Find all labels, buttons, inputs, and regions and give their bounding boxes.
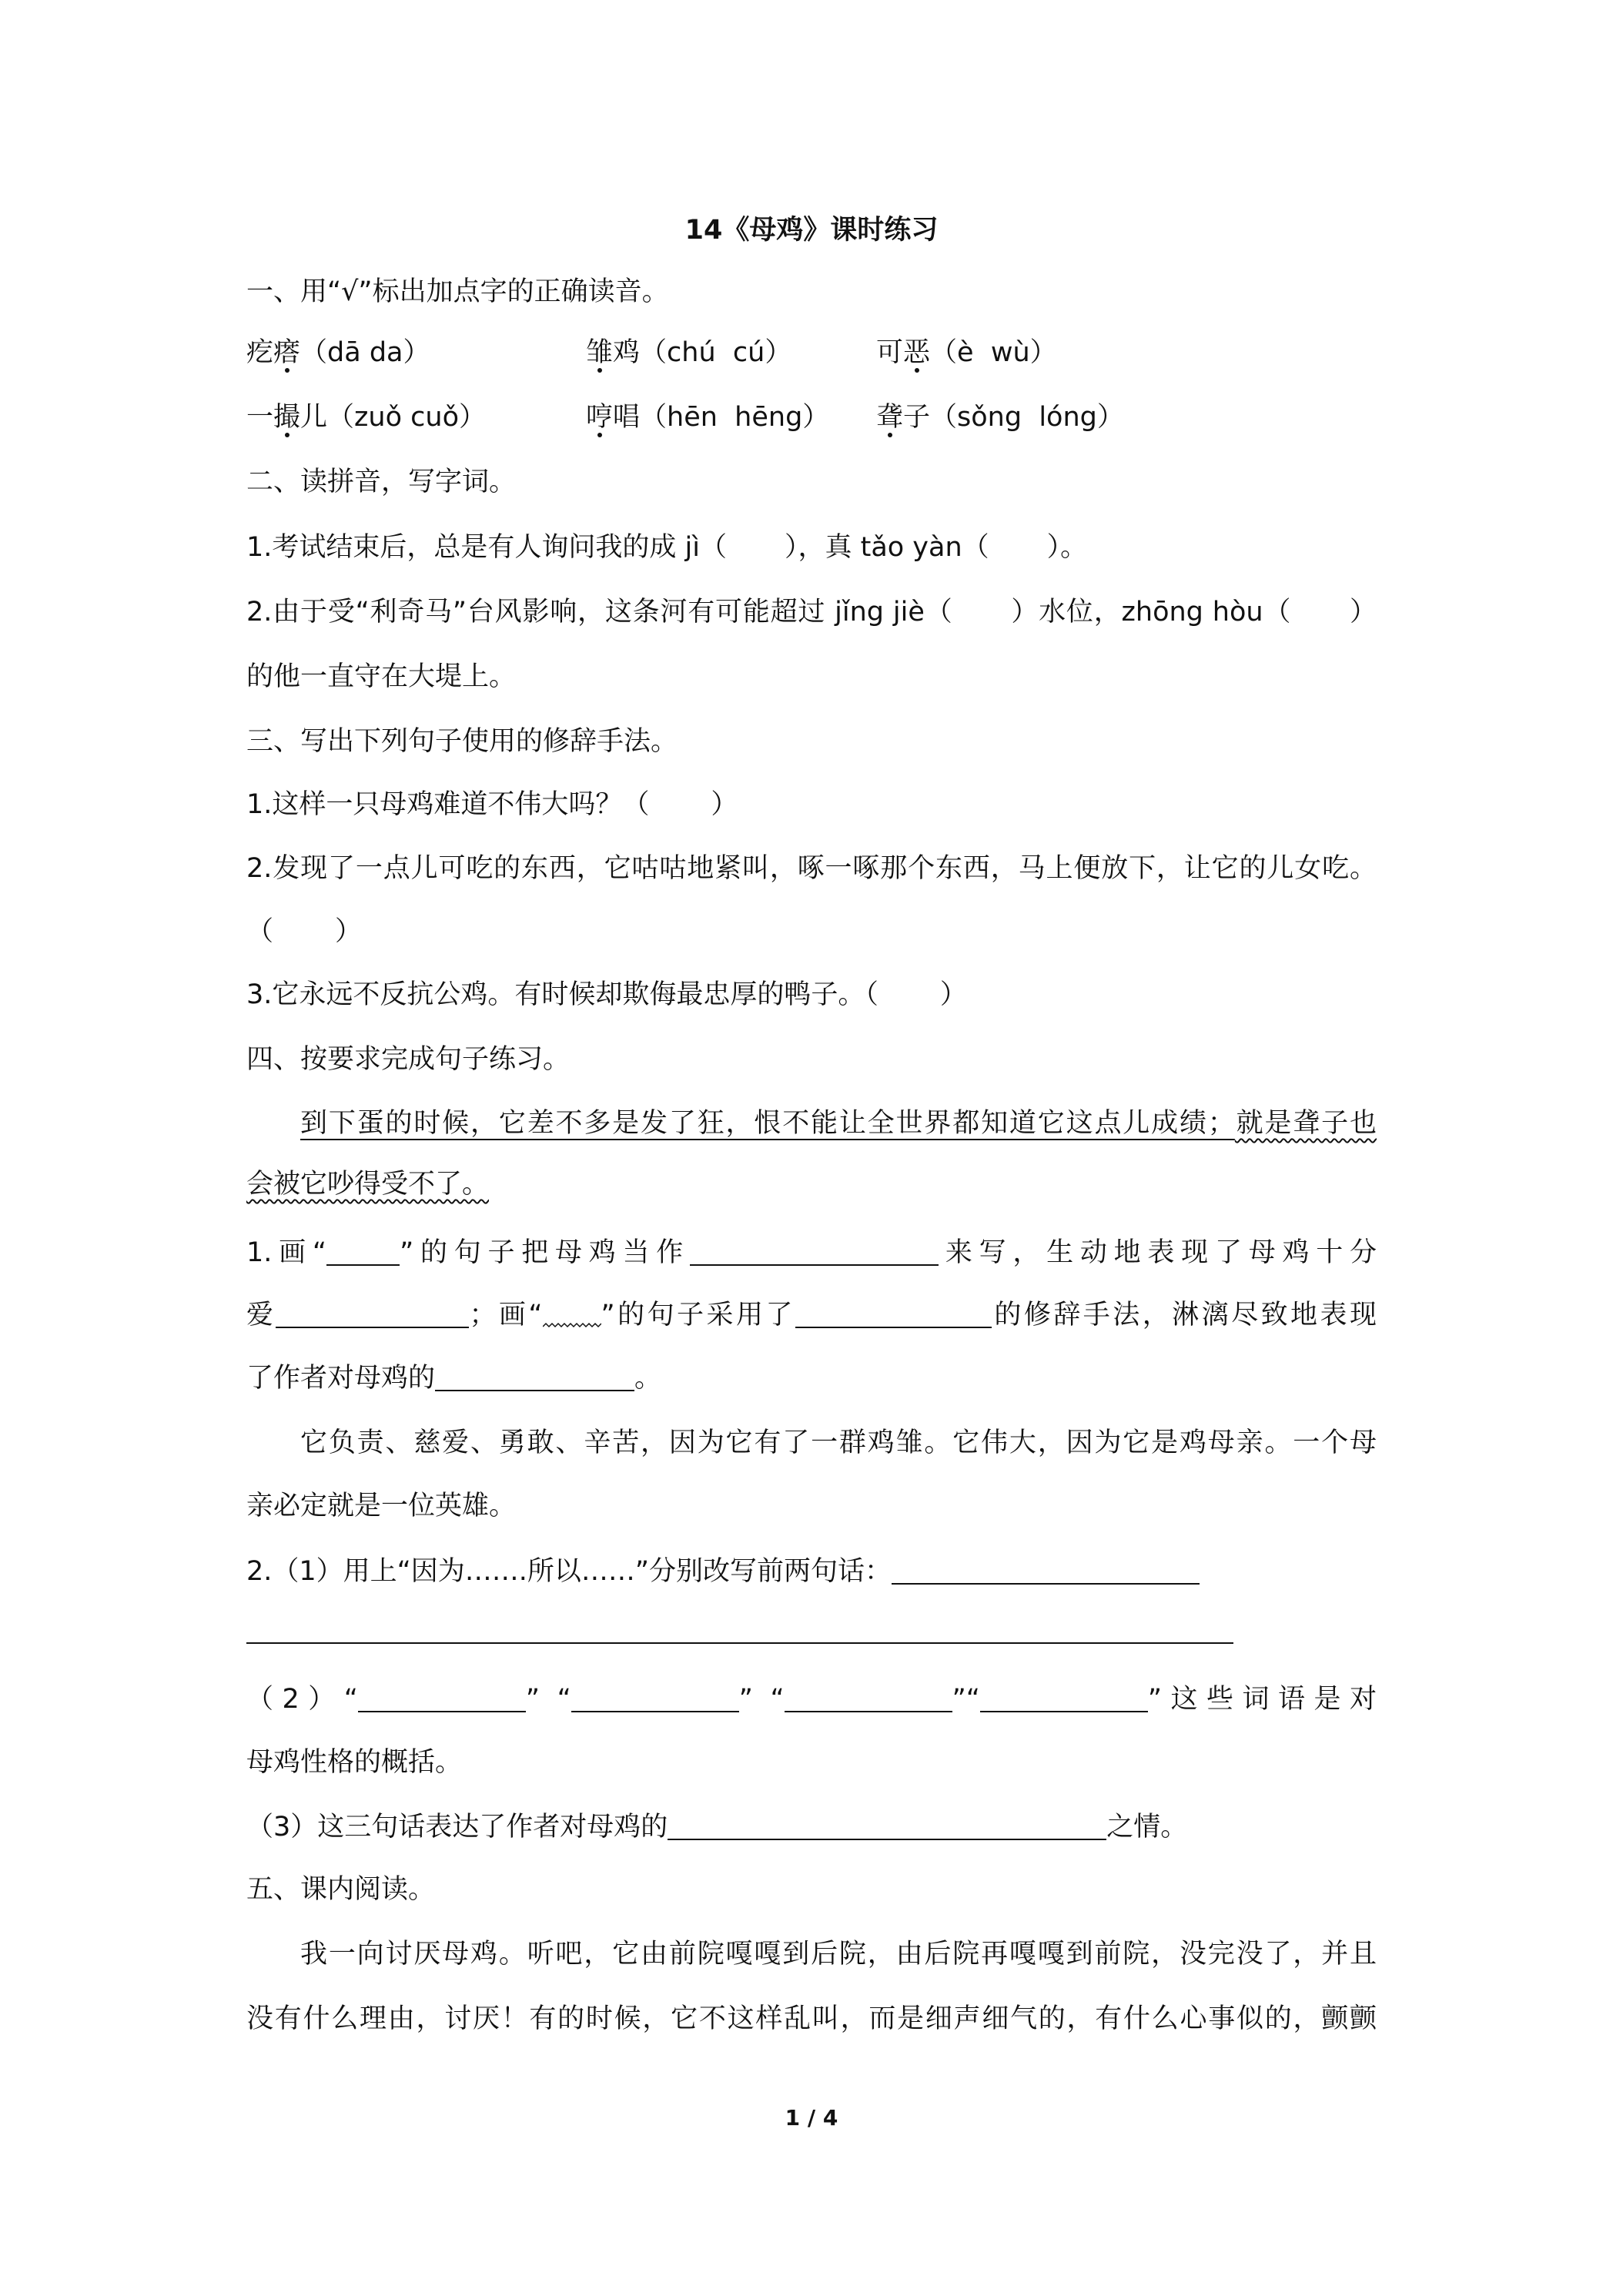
reading-line-2: 没有什么理由，讨厌！有的时候，它不这样乱叫，而是细声细气的，有什么心事似的，颤颤 (246, 2003, 1377, 2034)
pronunciation-item (876, 330, 1057, 376)
straight-underlined-sentence: 到下蛋的时候，它差不多是发了狂，恨不能让全世界都知道它这点儿成绩； (300, 1108, 1235, 1139)
reading-line-1: 我一向讨厌母鸡。听吧，它由前院嘎嘎到后院，由后院再嘎嘎到前院，没完没了，并且 (300, 1939, 1377, 1970)
question-text: ）。 (1046, 532, 1088, 563)
answer-blank (1291, 597, 1349, 621)
question-text: ” “ (738, 1684, 785, 1715)
answer-blank (953, 597, 1011, 621)
answer-blank (273, 917, 335, 940)
word-char: 儿 (300, 402, 328, 433)
straight-line-sample (326, 1241, 400, 1266)
dotted-char: 聋 (876, 402, 904, 433)
pronunciation-item (246, 330, 430, 376)
question-4-1-line-1 (246, 1230, 1377, 1276)
answer-blank (892, 1560, 1200, 1585)
question-text: ” “ (525, 1684, 571, 1715)
answer-blank (358, 1688, 526, 1712)
question-4-1-line-3 (246, 1355, 1377, 1401)
question-text: 3.它永远不反抗公鸡。有时候却欺侮最忠厚的鸭子。（ (246, 979, 878, 1010)
question-text: ”“ (952, 1684, 980, 1715)
pronunciation-item (876, 394, 1124, 440)
answer-blank (980, 1688, 1148, 1712)
question-text: 。 (634, 1363, 662, 1394)
section-2-heading: 二、读拼音，写字词。 (246, 467, 517, 497)
word-char: 唱 (613, 402, 641, 433)
question-text: ），真 tǎo yàn（ (784, 532, 989, 563)
answer-blank (435, 1367, 634, 1391)
question-text: 1.画“ (246, 1237, 327, 1268)
dotted-char: 恶 (903, 337, 931, 368)
question-text: （ (246, 916, 274, 947)
question-text: 了作者对母鸡的 (246, 1363, 436, 1394)
question-text: ”的句子采用了 (601, 1300, 795, 1330)
page-number: 1 / 4 (785, 2105, 838, 2130)
passage-line-2: 亲必定就是一位英雄。 (246, 1491, 517, 1521)
pinyin-options: （è wù） (930, 337, 1057, 368)
question-text: ”的句子把母鸡当作 (400, 1237, 691, 1268)
pinyin-options: （chú cú） (640, 337, 792, 368)
answer-blank (878, 980, 940, 1003)
question-text: （2）“ (246, 1684, 358, 1715)
question-2-2-line-2: 的他一直守在大堤上。 (246, 661, 517, 692)
question-text: ”这些词语是对 (1147, 1684, 1377, 1715)
word-char: 鸡 (613, 337, 641, 368)
question-text: 来写，生动地表现了母鸡十分 (939, 1237, 1377, 1268)
question-text: ）水位，zhōng hòu（ (1010, 597, 1292, 628)
answer-blank (785, 1688, 952, 1712)
pronunciation-item (246, 394, 486, 440)
question-text: 之情。 (1106, 1812, 1188, 1842)
question-3-2-line-1: 2.发现了一点儿可吃的东西，它咕咕地紧叫，啄一啄那个东西，马上便放下，让它的儿女吃。 (246, 853, 1377, 884)
question-4-2-2-line-1 (246, 1676, 1377, 1722)
quote-line-1 (246, 1100, 1377, 1146)
pinyin-options: （dā da） (300, 337, 430, 368)
pinyin-options: （zuǒ cuǒ） (327, 402, 486, 433)
dotted-char: 撮 (273, 402, 301, 433)
answer-blank (727, 533, 785, 556)
question-text: ） (711, 789, 738, 820)
question-text: 2.由于受“利奇马”台风影响，这条河有可能超过 jǐng jiè（ (246, 597, 953, 628)
word-char: 子 (903, 402, 931, 433)
question-2-2-line-1 (246, 589, 1377, 635)
question-text: ） (1349, 597, 1377, 628)
question-4-2-2-line-2: 母鸡性格的概括。 (246, 1747, 463, 1778)
dotted-char: 雏 (586, 337, 614, 368)
question-3-1 (246, 782, 1377, 828)
section-4-heading: 四、按要求完成句子练习。 (246, 1044, 571, 1075)
question-text: ；画“ (469, 1300, 543, 1330)
pronunciation-item (586, 394, 829, 440)
question-2-1 (246, 524, 1377, 571)
answer-blank (571, 1688, 739, 1712)
question-text: （3）这三句话表达了作者对母鸡的 (246, 1812, 668, 1842)
passage-line-1: 它负责、慈爱、勇敢、辛苦，因为它有了一群鸡雏。它伟大，因为它是鸡母亲。一个母 (300, 1427, 1377, 1458)
dotted-char: 哼 (586, 402, 614, 433)
word-char: 一 (246, 402, 274, 433)
section-1-heading: 一、用“√”标出加点字的正确读音。 (246, 276, 669, 307)
word-char: 疙 (246, 337, 274, 368)
pronunciation-row-2 (246, 394, 1377, 440)
answer-blank (989, 533, 1047, 556)
page-title: 14《母鸡》课时练习 (684, 215, 939, 246)
question-text: 1.考试结束后，总是有人询问我的成 jì（ (246, 532, 727, 563)
pinyin-options: （sǒng lóng） (930, 402, 1124, 433)
wavy-line-sample (543, 1319, 601, 1330)
pinyin-options: （hēn hēng） (640, 402, 830, 433)
pronunciation-item (586, 330, 791, 376)
question-4-1-line-2 (246, 1292, 1377, 1338)
wavy-underlined-sentence: 就是聋子也 (1234, 1108, 1377, 1139)
answer-blank (690, 1241, 939, 1266)
section-3-heading: 三、写出下列句子使用的修辞手法。 (246, 726, 678, 757)
question-3-3 (246, 972, 1377, 1018)
answer-blank (795, 1304, 992, 1328)
dotted-char: 瘩 (273, 337, 301, 368)
question-4-2-1 (246, 1548, 1377, 1595)
section-5-heading: 五、课内阅读。 (246, 1874, 436, 1905)
wavy-underlined-sentence: 会被它吵得受不了。 (246, 1169, 490, 1200)
quote-line-2 (246, 1161, 1377, 1207)
answer-blank (276, 1304, 469, 1328)
question-4-2-3 (246, 1804, 1377, 1850)
question-text: 爱 (246, 1300, 276, 1330)
question-text: ） (335, 916, 363, 947)
question-3-2-line-2 (246, 909, 1377, 955)
question-text: 2.（1）用上“因为…….所以……”分别改写前两句话： (246, 1556, 892, 1587)
word-char: 可 (876, 337, 904, 368)
question-text: ） (939, 979, 967, 1010)
answer-line (246, 1617, 1233, 1644)
question-text: 1.这样一只母鸡难道不伟大吗？（ (246, 789, 650, 820)
answer-blank (668, 1816, 1106, 1840)
question-text: 的修辞手法，淋漓尽致地表现 (991, 1300, 1377, 1330)
answer-blank (649, 790, 711, 813)
pronunciation-row-1 (246, 330, 1377, 376)
